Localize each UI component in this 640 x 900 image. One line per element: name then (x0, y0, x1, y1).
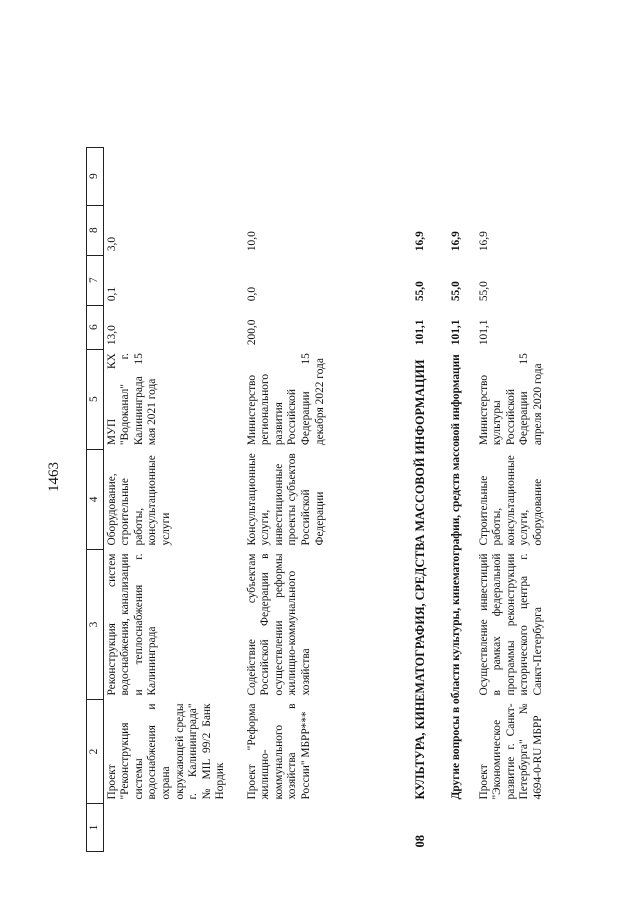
cell-value-8: 16,9 (477, 231, 490, 252)
cell-code (103, 804, 244, 852)
col-header-4: 4 (87, 449, 104, 549)
subsection-empty-cell (448, 804, 476, 852)
cell-value-8: 10,0 (245, 231, 258, 252)
subsection-empty-cell-9 (448, 147, 476, 205)
cell-value-7: 55,0 (477, 281, 490, 302)
cell-value-8: 3,0 (105, 236, 118, 252)
col-header-8: 8 (87, 205, 104, 255)
col-header-1: 1 (87, 804, 104, 852)
cell-value-9 (476, 147, 582, 205)
subsection-title: Другие вопросы в области культуры, кинематографии, средств массовой информации (449, 354, 462, 800)
cell-use: Строительные работы, консультационные услуги, оборудование (477, 455, 544, 546)
budget-table (86, 147, 582, 852)
cell-amount: 101,1 (477, 319, 490, 346)
section-code: 08 (412, 835, 427, 848)
cell-purpose: Осуществление инвестиций в рамках федеральной программы реконструкции исторического центра г. Санкт-Петербурга (477, 553, 544, 696)
section-value-7: 55,0 (413, 281, 426, 302)
cell-value-7: 0,0 (245, 286, 258, 302)
table-row (244, 147, 412, 851)
subsection-amount: 101,1 (449, 319, 462, 346)
section-row (412, 147, 448, 851)
cell-purpose: Содействие субъектам Российской Федерации в осуществлении реформы жилищно-коммунального хозяйства (245, 553, 312, 696)
section-empty-cell (412, 147, 448, 205)
cell-project: Проект "Реформа жилищно-коммунального хозяйства в России" МБРР*** (245, 703, 312, 800)
col-header-2: 2 (87, 700, 104, 804)
cell-borrower: МУП КХ "Водоканал" г. Калининграда 15 мая 2021 года (105, 353, 159, 446)
col-header-9: 9 (87, 147, 104, 205)
cell-amount: 13,0 (105, 325, 118, 346)
cell-amount: 200,0 (245, 319, 258, 346)
cell-use: Оборудование, строительные работы, консультационные услуги (105, 455, 172, 546)
column-numbers-header (87, 147, 104, 851)
cell-value-9 (244, 147, 412, 205)
cell-use: Консультационные услуги, инвестиционные проекты субъектов Российской Федерации (245, 453, 326, 546)
cell-code (476, 804, 582, 852)
col-header-3: 3 (87, 550, 104, 700)
col-header-6: 6 (87, 305, 104, 349)
cell-project: Проект "Экономическое развитие г. Санкт-Петербурга" № 4694-0-RU МБРР (477, 703, 544, 800)
cell-code (244, 804, 412, 852)
cell-borrower: Министерство культуры Российской Федерации 15 апреля 2020 года (477, 353, 544, 446)
cell-value-9 (103, 147, 244, 205)
table-row (103, 147, 244, 851)
col-header-7: 7 (87, 255, 104, 305)
section-title: КУЛЬТУРА, КИНЕМАТОГРАФИЯ, СРЕДСТВА МАССОВОЙ ИНФОРМАЦИИ (412, 359, 427, 800)
section-value-8: 16,9 (413, 231, 426, 252)
cell-project: Проект "Реконструкция системы водоснабжения и охрана окружающей среды г. Калининграда" № MIL 99/2 Банк Нордик (105, 703, 227, 800)
subsection-row (448, 147, 476, 851)
page-number: 1463 (46, 462, 62, 492)
cell-borrower: Министерство регионального развития Российской Федерации 15 декабря 2022 года (245, 353, 326, 446)
section-amount: 101,1 (413, 319, 426, 346)
cell-purpose: Реконструкция систем водоснабжения, канализации и теплоснабжения г. Калининграда (105, 553, 159, 696)
table-row (476, 147, 582, 851)
subsection-value-7: 55,0 (449, 281, 462, 302)
subsection-value-8: 16,9 (449, 231, 462, 252)
col-header-5: 5 (87, 349, 104, 449)
cell-value-7: 0,1 (105, 286, 118, 302)
